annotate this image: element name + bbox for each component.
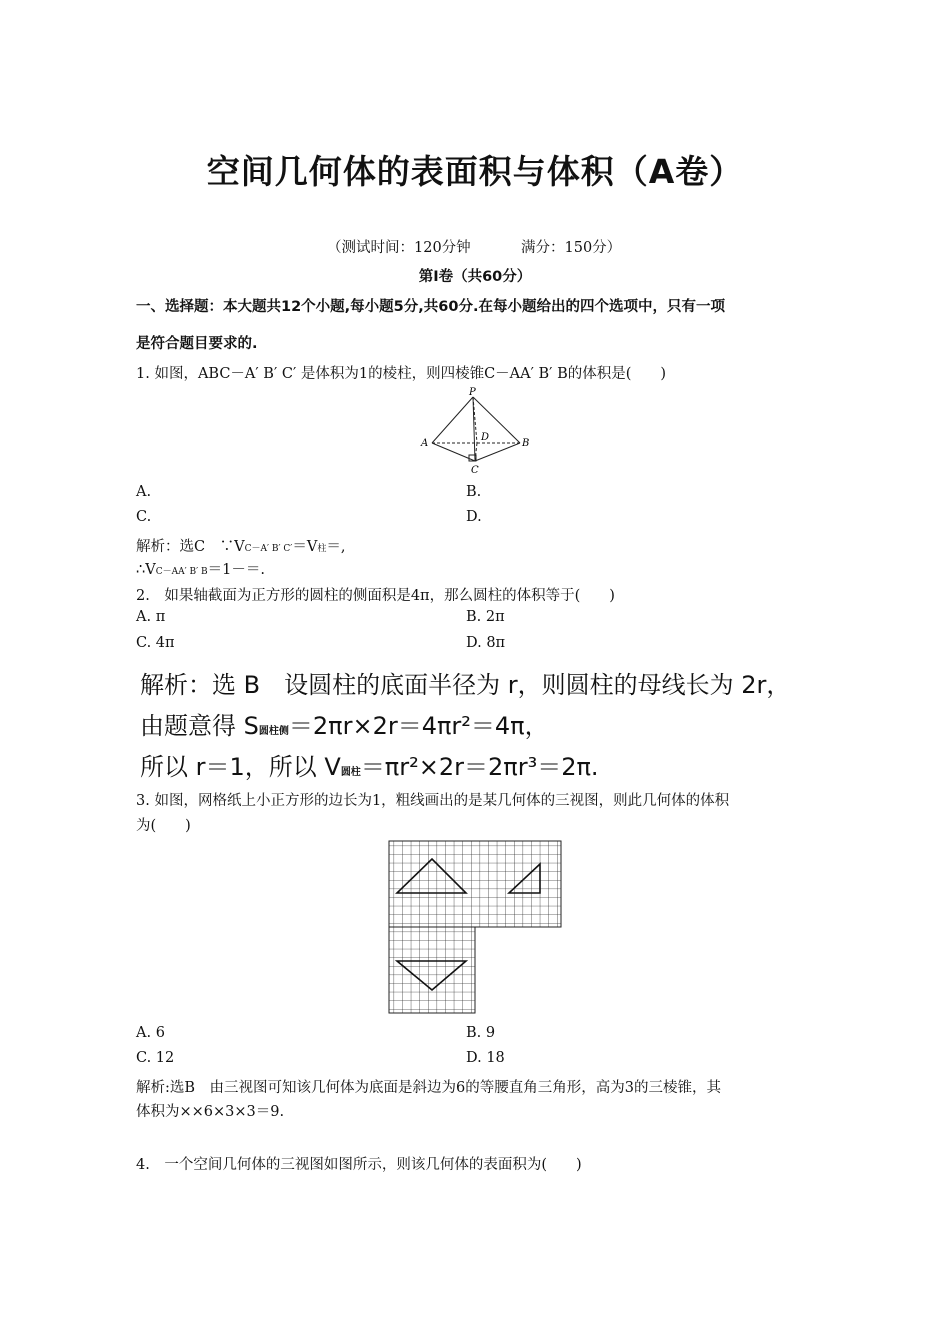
q3-option-a: A. 6 [136, 1025, 165, 1041]
q3-stem-line1: 3. 如图，网格纸上小正方形的边长为1，粗线画出的是某几何体的三视图，则此几何体的体积 [136, 793, 730, 809]
grid-top [389, 841, 561, 927]
q2-option-b: B. 2π [466, 609, 505, 625]
q1-option-d: D. [466, 509, 482, 525]
test-time: （测试时间：120分钟 [327, 240, 471, 256]
page-title: 空间几何体的表面积与体积（A卷） [206, 152, 744, 191]
q1-solution-line1: 解析：选C ∵VC－A′ B′ C′＝V柱＝, [136, 539, 346, 555]
label-p: P [469, 387, 476, 398]
part-heading: 第Ⅰ卷（共60分） [418, 269, 532, 285]
q1-option-a: A. [136, 484, 152, 500]
q2-solution-line3: 所以 r＝1，所以 V圆柱＝πr²×2r＝2πr³＝2π. [140, 753, 599, 781]
q2-option-c: C. 4π [136, 635, 175, 651]
q3-option-c: C. 12 [136, 1050, 175, 1066]
q3-solution-line1: 解析:选B 由三视图可知该几何体为底面是斜边为6的等腰直角三角形，高为3的三棱锥，其 [136, 1080, 721, 1096]
full-score: 满分：150分） [521, 240, 622, 256]
q2-stem: 2. 如果轴截面为正方形的圆柱的侧面积是4π，那么圆柱的体积等于( ) [136, 588, 615, 604]
q3-stem-line2: 为( ) [136, 818, 191, 834]
edge-pa [432, 397, 473, 443]
q2-solution-line2: 由题意得 S圆柱侧＝2πr×2r＝4πr²＝4π， [140, 712, 549, 740]
q4-stem: 4. 一个空间几何体的三视图如图所示，则该几何体的表面积为( ) [136, 1157, 582, 1173]
section-instructions-line2: 是符合题目要求的. [136, 336, 258, 352]
q2-option-a: A. π [136, 609, 166, 625]
q1-stem: 1. 如图，ABC－A′ B′ C′ 是体积为1的棱柱，则四棱锥C－AA′ B′ B的体积是( ) [136, 366, 667, 382]
q1-option-c: C. [136, 509, 152, 525]
label-a: A [421, 438, 429, 449]
q1-solution-line2: ∴VC－AA′ B′ B＝1－＝. [136, 562, 265, 578]
edge-bc [475, 443, 520, 461]
q1-option-b: B. [466, 484, 482, 500]
q3-option-b: B. 9 [466, 1025, 496, 1041]
label-c: C [471, 465, 479, 476]
q3-three-view-grid-figure [385, 837, 565, 1017]
q3-option-d: D. 18 [466, 1050, 505, 1066]
grid-bottom [389, 927, 475, 1013]
edge-pc [473, 397, 475, 461]
q1-pyramid-figure [415, 383, 540, 478]
label-d: D [481, 432, 490, 443]
q2-solution-line1: 解析：选 B 设圆柱的底面半径为 r，则圆柱的母线长为 2r， [140, 671, 791, 699]
section-instructions-line1: 一、选择题：本大题共12个小题,每小题5分,共60分.在每小题给出的四个选项中，只有一项 [136, 299, 725, 315]
q3-solution-line2: 体积为××6×3×3＝9. [136, 1104, 285, 1120]
label-b: B [522, 438, 530, 449]
q2-option-d: D. 8π [466, 635, 506, 651]
